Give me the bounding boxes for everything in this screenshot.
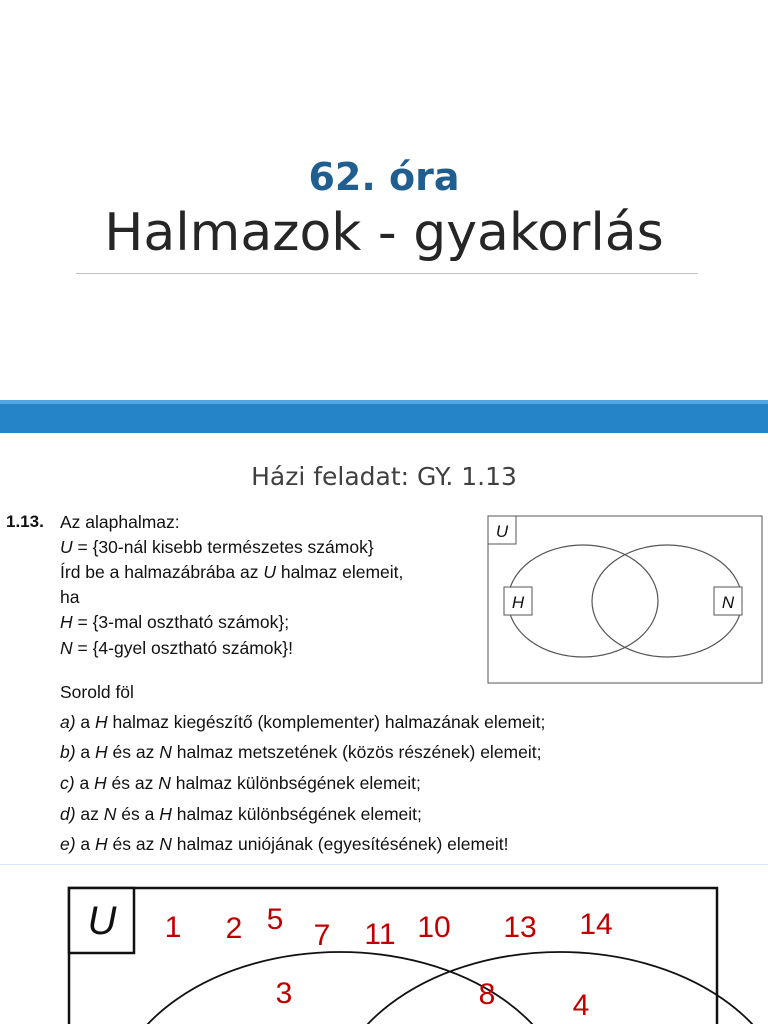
subtask-label: a): [60, 712, 76, 732]
task-text: Írd be a halmazábrába az: [60, 562, 264, 582]
task-text: = {30-nál kisebb természetes számok}: [72, 537, 374, 557]
set-var: U: [263, 562, 276, 582]
homework-heading: Házi feladat: GY. 1.13: [251, 462, 517, 491]
small-venn: [488, 516, 762, 683]
set-var: H: [95, 834, 108, 854]
task-text: az: [75, 804, 104, 824]
task-text: a: [75, 742, 96, 762]
task-text: a: [74, 773, 95, 793]
task-text: Sorold föl: [60, 682, 134, 702]
big-venn-set-n: [330, 952, 768, 1024]
task-text: halmaz uniójának (egyesítésének) elemeit!: [171, 834, 509, 854]
set-var: H: [159, 804, 172, 824]
task-text: és az: [107, 742, 160, 762]
task-text: ha: [60, 587, 80, 607]
task-text: Az alaphalmaz:: [60, 512, 180, 532]
venn-number: 5: [266, 903, 284, 936]
venn-number: 1: [164, 911, 182, 944]
set-var: N: [159, 834, 172, 854]
task-text: és az: [107, 834, 160, 854]
set-var: H: [94, 773, 107, 793]
set-var: H: [60, 612, 73, 632]
subtask-label: e): [60, 834, 76, 854]
task-text: a: [75, 834, 96, 854]
set-var: N: [158, 773, 171, 793]
task-text: és az: [106, 773, 159, 793]
task-text: halmaz különbségének elemeit;: [170, 773, 421, 793]
task-text: halmaz elemeit,: [275, 562, 404, 582]
task-text: = {3-mal osztható számok};: [72, 612, 290, 632]
venn-number: 14: [579, 908, 613, 941]
venn-number: 7: [313, 919, 331, 952]
task-text: és a: [116, 804, 160, 824]
big-venn-set-h: [110, 952, 570, 1024]
small-venn-h-label: H: [511, 593, 525, 612]
task-text: a: [75, 712, 96, 732]
venn-number: 11: [364, 918, 396, 951]
task-text: = {4-gyel osztható számok}!: [72, 638, 293, 658]
task-number: 1.13.: [6, 512, 44, 531]
big-venn-u-label: U: [87, 899, 117, 943]
venn-number: 4: [572, 989, 590, 1022]
task-text: halmaz metszetének (közös részének) elemeit;: [171, 742, 542, 762]
venn-number: 3: [275, 977, 293, 1010]
set-var: N: [103, 804, 117, 824]
set-var: N: [159, 742, 172, 762]
set-var: U: [60, 537, 73, 557]
slide-title: Halmazok - gyakorlás: [104, 203, 664, 263]
task-text: halmaz kiegészítő (komplementer) halmazának elemeit;: [107, 712, 546, 732]
venn-number: 10: [417, 911, 451, 944]
venn-number: 13: [503, 911, 537, 944]
small-venn-n-label: N: [721, 593, 735, 612]
lesson-number: 62. óra: [308, 155, 460, 199]
venn-number: 2: [225, 912, 243, 945]
task-text: halmaz különbségének elemeit;: [171, 804, 422, 824]
set-var: H: [95, 712, 108, 732]
small-venn-u-label: U: [495, 522, 509, 541]
subtask-label: c): [60, 773, 75, 793]
subtask-label: b): [60, 742, 76, 762]
set-var: H: [95, 742, 108, 762]
subtask-label: d): [60, 804, 76, 824]
big-venn: [69, 888, 768, 1024]
set-var: N: [60, 638, 73, 658]
venn-number: 8: [478, 978, 496, 1011]
